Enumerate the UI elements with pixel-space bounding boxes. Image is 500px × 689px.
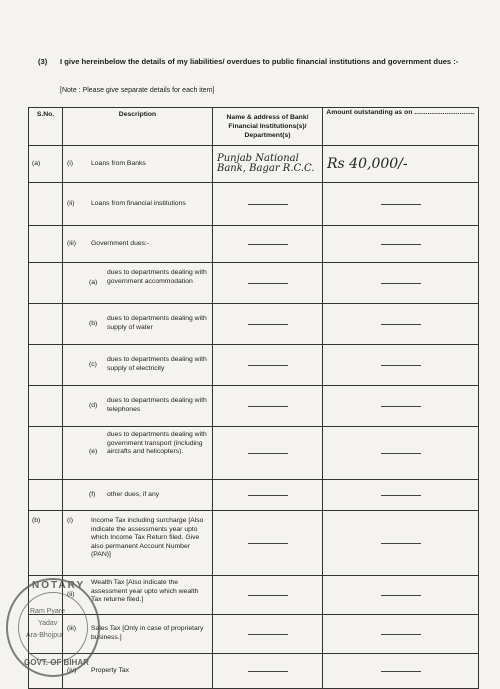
sub-letter: (e) (89, 448, 98, 455)
description-text: Loans from Banks (91, 160, 146, 167)
dash-mark (248, 543, 288, 544)
stamp-place: Ara-Bhojpur (26, 632, 64, 639)
amount-cell (323, 304, 479, 345)
amount-cell (323, 576, 479, 615)
row-label-b: (b) (29, 511, 63, 576)
header-sno: S.No. (29, 108, 63, 146)
description-text: Loans from financial institutions (91, 200, 186, 207)
dash-mark (248, 406, 288, 407)
dash-mark (381, 406, 421, 407)
description-cell (63, 386, 213, 427)
description-text: dues to departments dealing with government accommodation (107, 269, 207, 285)
description-cell (63, 345, 213, 386)
sub-letter: (a) (89, 279, 98, 286)
name-cell (213, 576, 323, 615)
dash-mark (248, 595, 288, 596)
amount-cell (323, 386, 479, 427)
dash-mark (381, 671, 421, 672)
table-row (29, 511, 479, 576)
description-text: other dues, if any (107, 491, 160, 498)
amount-cell (323, 183, 479, 226)
sno-cell (29, 304, 63, 345)
amount-cell (323, 511, 479, 576)
description-text: Property Tax (91, 667, 130, 674)
description-text: dues to departments dealing with government transport (including aircrafts and helicopters). (107, 431, 207, 456)
name-cell (213, 345, 323, 386)
dash-mark (248, 453, 288, 454)
sub-letter: (b) (89, 320, 98, 327)
amount-cell: Rs 40,000/- (323, 146, 479, 183)
name-cell (213, 304, 323, 345)
description-cell (63, 304, 213, 345)
notary-stamp (6, 578, 100, 677)
dash-mark (381, 595, 421, 596)
description-cell (63, 480, 213, 511)
stamp-title: NOTARY (32, 580, 86, 591)
name-cell (213, 511, 323, 576)
name-cell (213, 654, 323, 689)
dash-mark (381, 543, 421, 544)
stamp-name: Ram Pyare (30, 608, 66, 615)
name-cell (213, 427, 323, 480)
sno-cell (29, 183, 63, 226)
amount-cell (323, 427, 479, 480)
sno-cell (29, 345, 63, 386)
table-row (29, 654, 479, 689)
dash-mark (248, 634, 288, 635)
table-row (29, 263, 479, 304)
table-row (29, 480, 479, 511)
description-cell (63, 146, 213, 183)
dash-mark (381, 244, 421, 245)
roman-numeral: (i) (67, 160, 74, 167)
roman-numeral: (iii) (67, 625, 77, 632)
table-row (29, 427, 479, 480)
description-text: Wealth Tax [Also indicate the assessment year upto which wealth Tax returne filed.] (91, 579, 199, 604)
liabilities-table (28, 107, 479, 689)
header-amount: Amount outstanding as on ................................ (323, 108, 479, 146)
table-row (29, 304, 479, 345)
dash-mark (248, 244, 288, 245)
dash-mark (381, 634, 421, 635)
dash-mark (248, 283, 288, 284)
description-cell (63, 183, 213, 226)
stamp-surname: Yadav (38, 620, 58, 627)
sno-cell (29, 386, 63, 427)
description-text: Income Tax including surcharge [Also indicate the assessments year upto which Income Tax Return filed. Give also permanent Account Number (PAN)] (91, 517, 204, 559)
dash-mark (381, 453, 421, 454)
description-text: dues to departments dealing with supply of water (107, 315, 207, 331)
sno-cell (29, 480, 63, 511)
note-text: [Note : Please give separate details for each item] (60, 87, 215, 94)
dash-mark (381, 283, 421, 284)
description-cell (63, 427, 213, 480)
description-text: Sales Tax [Only in case of proprietary business.] (91, 625, 204, 641)
sno-cell (29, 263, 63, 304)
section-number: (3) (38, 57, 48, 66)
description-text: Government dues:- (91, 240, 150, 247)
dash-mark (248, 671, 288, 672)
amount-cell (323, 480, 479, 511)
name-cell (213, 263, 323, 304)
table-row (29, 386, 479, 427)
dash-mark (248, 324, 288, 325)
name-cell (213, 480, 323, 511)
sno-cell (29, 427, 63, 480)
name-cell (213, 615, 323, 654)
dash-mark (248, 365, 288, 366)
row-label-a: (a) (29, 146, 63, 183)
description-cell (63, 263, 213, 304)
table-row (29, 183, 479, 226)
description-cell (63, 226, 213, 263)
name-cell (213, 386, 323, 427)
bank-name-cell: Punjab National Bank, Bagar R.C.C. (213, 146, 323, 183)
stamp-inner-ring (18, 592, 88, 663)
dash-mark (248, 204, 288, 205)
sub-letter: (f) (89, 491, 96, 498)
description-cell (63, 511, 213, 576)
name-cell (213, 183, 323, 226)
roman-numeral: (ii) (67, 200, 75, 207)
dash-mark (381, 324, 421, 325)
header-description: Description (63, 108, 213, 146)
roman-numeral: (i) (67, 517, 74, 524)
dash-mark (248, 495, 288, 496)
name-cell (213, 226, 323, 263)
amount-cell (323, 226, 479, 263)
amount-cell (323, 345, 479, 386)
description-text: dues to departments dealing with telephones (107, 397, 207, 413)
table-row (29, 345, 479, 386)
amount-cell (323, 615, 479, 654)
header-row (29, 108, 479, 146)
sno-cell (29, 226, 63, 263)
roman-numeral: (iv) (67, 667, 77, 674)
header-name-address: Name & address of Bank/ Financial Institutions(s)/ Department(s) (213, 108, 323, 146)
stamp-government: GOVT. OF BIHAR (24, 658, 89, 667)
amount-cell (323, 263, 479, 304)
amount-cell (323, 654, 479, 689)
table-row (29, 146, 479, 183)
dash-mark (381, 495, 421, 496)
table-row (29, 226, 479, 263)
roman-numeral: (iii) (67, 240, 77, 247)
dash-mark (381, 365, 421, 366)
sub-letter: (d) (89, 402, 98, 409)
sub-letter: (c) (89, 361, 97, 368)
description-text: dues to departments dealing with supply of electricity (107, 356, 207, 372)
section-text: I give hereinbelow the details of my liabilities/ overdues to public financial institutions and government dues :- (60, 57, 459, 66)
roman-numeral: (ii) (67, 591, 75, 598)
dash-mark (381, 204, 421, 205)
